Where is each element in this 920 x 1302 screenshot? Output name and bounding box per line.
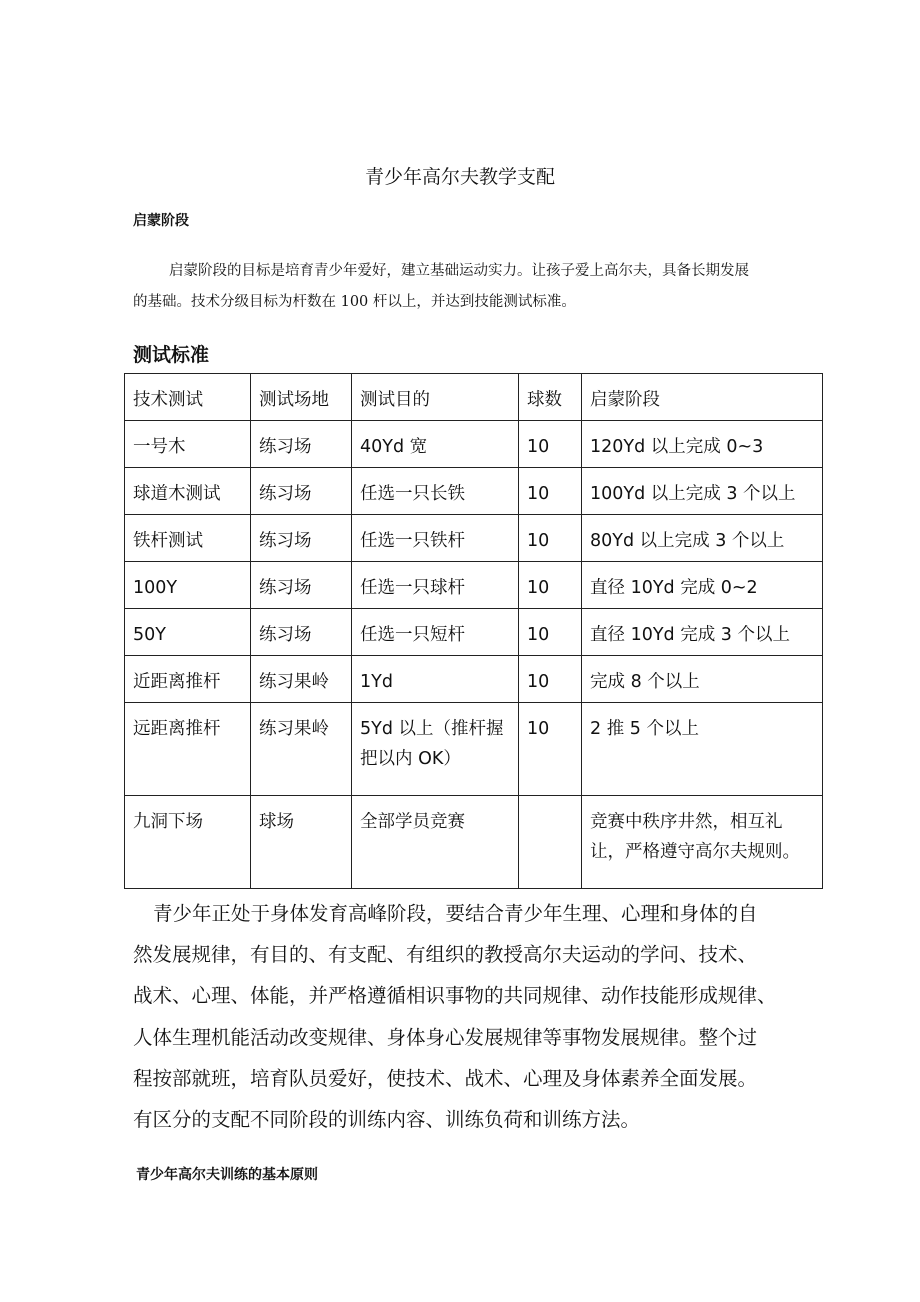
table-cell: 任选一只铁杆 — [352, 515, 519, 562]
table-cell: 完成 8 个以上 — [582, 656, 823, 703]
table-cell: 远距离推杆 — [125, 703, 251, 796]
table-row — [125, 703, 823, 796]
table-cell: 练习果岭 — [251, 703, 352, 796]
table-cell: 10 — [519, 468, 582, 515]
table-cell: 40Yd 宽 — [352, 421, 519, 468]
table-cell: 任选一只球杆 — [352, 562, 519, 609]
test-standard-table — [124, 373, 823, 889]
table-cell: 练习场 — [251, 562, 352, 609]
body-paragraph — [133, 893, 805, 1140]
section-heading-enlightenment: 启蒙阶段 — [133, 213, 189, 229]
training-principles-heading: 青少年高尔夫训练的基本原则 — [136, 1167, 318, 1183]
table-cell: 竞赛中秩序井然，相互礼让，严格遵守高尔夫规则。 — [582, 796, 823, 889]
table-header-row — [125, 374, 823, 421]
intro-line: 的基础。技术分级目标为杆数在 100 杆以上，并达到技能测试标准。 — [133, 294, 576, 310]
body-line: 青少年正处于身体发育高峰阶段，要结合青少年生理、心理和身体的自 — [153, 902, 758, 925]
body-line: 然发展规律，有目的、有支配、有组织的教授高尔夫运动的学问、技术、 — [133, 943, 758, 967]
table-cell: 10 — [519, 609, 582, 656]
table-cell: 50Y — [125, 609, 251, 656]
table-row — [125, 656, 823, 703]
table-cell: 120Yd 以上完成 0~3 — [582, 421, 823, 468]
table-cell: 球道木测试 — [125, 468, 251, 515]
test-standard-heading: 测试标准 — [133, 344, 210, 366]
body-line: 程按部就班，培育队员爱好，使技术、战术、心理及身体素养全面发展。 — [133, 1066, 758, 1090]
table-cell: 练习场 — [251, 609, 352, 656]
body-line: 人体生理机能活动改变规律、身体身心发展规律等事物发展规律。整个过 — [133, 1025, 758, 1049]
table-cell: 九洞下场 — [125, 796, 251, 889]
table-row — [125, 796, 823, 889]
table-row — [125, 468, 823, 515]
table-cell: 1Yd — [352, 656, 519, 703]
table-cell: 练习场 — [251, 421, 352, 468]
table-row — [125, 562, 823, 609]
table-cell: 任选一只短杆 — [352, 609, 519, 656]
table-cell: 直径 10Yd 完成 0~2 — [582, 562, 823, 609]
document-title: 青少年高尔夫教学支配 — [364, 166, 555, 188]
table-cell: 直径 10Yd 完成 3 个以上 — [582, 609, 823, 656]
table-cell: 5Yd 以上（推杆握把以内 OK） — [352, 703, 519, 796]
intro-paragraph — [133, 256, 793, 318]
table-cell: 全部学员竞赛 — [352, 796, 519, 889]
table-row — [125, 609, 823, 656]
table-cell: 练习场 — [251, 515, 352, 562]
table-cell: 练习场 — [251, 468, 352, 515]
table-cell: 10 — [519, 421, 582, 468]
table-row — [125, 421, 823, 468]
table-cell: 10 — [519, 515, 582, 562]
header-cell: 技术测试 — [125, 374, 251, 421]
table-cell — [519, 796, 582, 889]
table-cell: 2 推 5 个以上 — [582, 703, 823, 796]
table-row — [125, 515, 823, 562]
body-line: 战术、心理、体能，并严格遵循相识事物的共同规律、动作技能形成规律、 — [133, 984, 777, 1008]
table-cell: 100Yd 以上完成 3 个以上 — [582, 468, 823, 515]
table-cell: 一号木 — [125, 421, 251, 468]
intro-line: 启蒙阶段的目标是培育青少年爱好，建立基础运动实力。让孩子爱上高尔夫，具备长期发展 — [169, 263, 749, 279]
table-cell: 练习果岭 — [251, 656, 352, 703]
header-cell: 球数 — [519, 374, 582, 421]
table-cell: 铁杆测试 — [125, 515, 251, 562]
body-line: 有区分的支配不同阶段的训练内容、训练负荷和训练方法。 — [133, 1108, 641, 1132]
table-cell: 近距离推杆 — [125, 656, 251, 703]
header-cell: 启蒙阶段 — [582, 374, 823, 421]
table-cell: 10 — [519, 562, 582, 609]
header-cell: 测试目的 — [352, 374, 519, 421]
table-cell: 10 — [519, 703, 582, 796]
table-cell: 80Yd 以上完成 3 个以上 — [582, 515, 823, 562]
table-cell: 10 — [519, 656, 582, 703]
table-cell: 任选一只长铁 — [352, 468, 519, 515]
table-cell: 100Y — [125, 562, 251, 609]
header-cell: 测试场地 — [251, 374, 352, 421]
table-cell: 球场 — [251, 796, 352, 889]
